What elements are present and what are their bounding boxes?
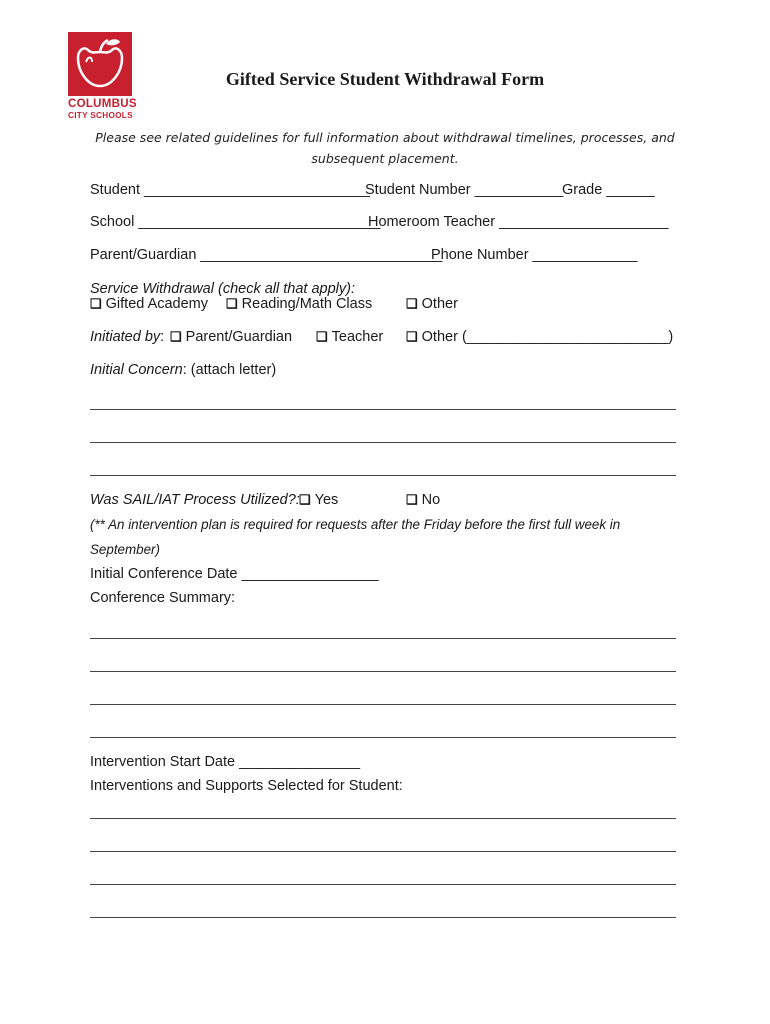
sail-note-line-1: (** An intervention plan is required for requests after the Friday before the first full week in [90,517,621,532]
sail-question: Was SAIL/IAT Process Utilized?: [90,492,300,508]
interventions-line-4[interactable] [90,917,676,918]
option-label: Yes [314,492,339,508]
option-label: Other [421,296,458,312]
checkbox-icon: ❑ [406,329,418,344]
sail-note-line-2: September) [90,542,160,557]
checkbox-sail-no[interactable] [406,492,440,508]
summary-line-1[interactable] [90,638,676,639]
homeroom-teacher-field[interactable]: Homeroom Teacher _____________________ [368,214,669,230]
checkbox-gifted-academy[interactable] [90,296,208,312]
initial-concern-text: Initial Concern [90,362,183,378]
interventions-supports-label: Interventions and Supports Selected for Student: [90,778,403,794]
school-field[interactable]: School ______________________________ [90,214,381,230]
interventions-line-2[interactable] [90,851,676,852]
option-label: Teacher [331,329,384,345]
checkbox-sail-yes[interactable] [299,492,338,508]
logo-text-columbus: COLUMBUS [68,98,137,110]
checkbox-reading-math-class[interactable] [226,296,372,312]
checkbox-icon: ❑ [226,296,238,311]
initial-conference-date-field[interactable]: Initial Conference Date _________________ [90,566,379,582]
checkbox-other-service[interactable] [406,296,458,312]
initiated-by-label [90,329,164,345]
checkbox-icon: ❑ [299,492,311,507]
intervention-start-date-field[interactable]: Intervention Start Date _______________ [90,754,361,770]
option-label: Other (_________________________) [421,329,674,345]
grade-field[interactable]: Grade ______ [562,182,655,198]
summary-line-4[interactable] [90,737,676,738]
option-label: Gifted Academy [105,296,209,312]
service-withdrawal-label: Service Withdrawal (check all that apply): [90,281,356,297]
checkbox-icon: ❑ [90,296,102,311]
initiated-by-text: Initiated by [90,329,161,345]
option-label: Reading/Math Class [241,296,373,312]
intro-text: Please see related guidelines for full information about withdrawal timelines, processes, and subsequent placement. [95,130,675,166]
concern-line-3[interactable] [90,475,676,476]
logo-text-city-schools: CITY SCHOOLS [68,111,133,120]
checkbox-teacher[interactable] [316,329,383,345]
conference-summary-label: Conference Summary: [90,590,236,606]
checkbox-icon: ❑ [316,329,328,344]
checkbox-icon: ❑ [406,296,418,311]
student-field[interactable]: Student ____________________________ [90,182,370,198]
checkbox-icon: ❑ [406,492,418,507]
initial-concern-label [90,362,276,378]
option-label: No [421,492,441,508]
summary-line-2[interactable] [90,671,676,672]
checkbox-icon: ❑ [170,329,182,344]
option-label: Parent/Guardian [185,329,293,345]
form-title: Gifted Service Student Withdrawal Form [225,69,545,89]
student-number-field[interactable]: Student Number ___________ [365,182,564,198]
initiated-by-colon: : [160,329,165,345]
concern-line-2[interactable] [90,442,676,443]
checkbox-parent-guardian[interactable] [170,329,292,345]
initial-concern-suffix: : (attach letter) [182,362,277,378]
summary-line-3[interactable] [90,704,676,705]
parent-guardian-field[interactable]: Parent/Guardian ______________________________ [90,247,443,263]
checkbox-other-initiator[interactable] [406,329,673,345]
interventions-line-1[interactable] [90,818,676,819]
interventions-line-3[interactable] [90,884,676,885]
phone-number-field[interactable]: Phone Number _____________ [431,247,638,263]
concern-line-1[interactable] [90,409,676,410]
